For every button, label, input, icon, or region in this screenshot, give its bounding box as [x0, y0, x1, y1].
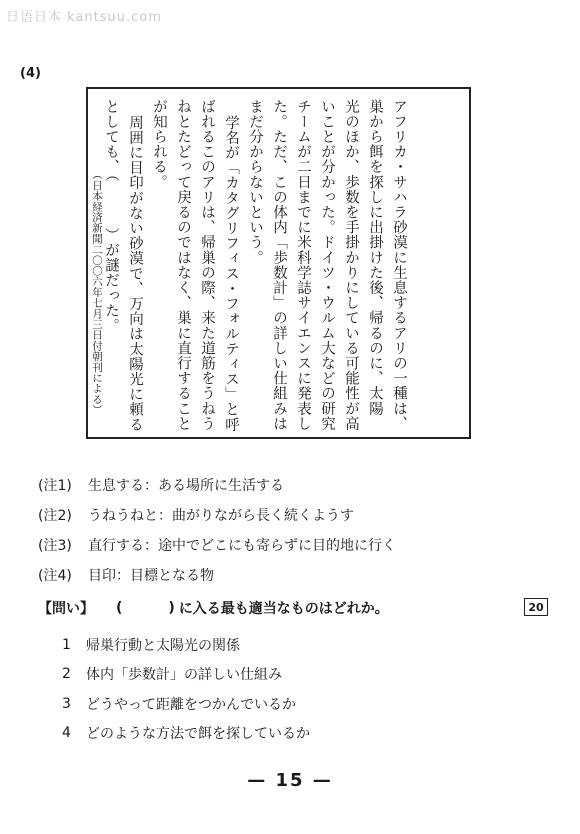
question-prompt	[38, 598, 389, 618]
blank-open-paren: (	[116, 600, 123, 616]
option-text: どうやって距離をつかんでいるか	[86, 696, 296, 713]
option-text: 帰巣行動と太陽光の関係	[86, 637, 240, 654]
note-2	[38, 500, 538, 530]
question-label: 【問い】	[38, 601, 94, 617]
note-label: (注1)	[38, 478, 72, 494]
note-1	[38, 470, 538, 500]
option-text: どのような方法で餌を探しているか	[86, 726, 310, 743]
passage-line-4: いことが分かった。ドイツ・ウルム大などの研究	[319, 99, 335, 432]
note-text: 直行する：途中でどこにも寄らずに目的地に行く	[88, 538, 396, 554]
note-3	[38, 530, 538, 560]
question-text: に入る最も適当なものはどれか。	[178, 601, 389, 617]
option-text: 体内「歩数計」の詳しい仕組み	[86, 667, 282, 684]
option-3[interactable]	[62, 689, 310, 719]
watermark: 日语日本 kantsuu.com	[6, 10, 162, 25]
passage-line-1: アフリカ・サハラ砂漠に生息するアリの一種は、	[391, 99, 407, 432]
passage-line-12: 周囲に目印がない砂漠で、万向は太陽光に頼る	[127, 115, 143, 433]
passage-line-3: 光のほか、歩数を手掛かりにしている可能性が高	[343, 99, 359, 432]
passage-line-9: ばれるこのアリは、帰巣の際、来た道筋をうねう	[199, 99, 215, 432]
passage-box	[86, 87, 471, 439]
passage-source: （日本経済新聞二〇〇六年七月三日付朝刊による）	[91, 169, 103, 416]
passage-line-8: 学名が「カタグリフィス・フォルティス」と呼	[223, 115, 239, 433]
note-text: 生息する：ある場所に生活する	[88, 478, 284, 494]
page-number: — 15 —	[247, 770, 333, 791]
note-label: (注2)	[38, 508, 72, 524]
note-4	[38, 560, 538, 590]
option-1[interactable]	[62, 630, 310, 660]
note-text: 目印：目標となる物	[88, 568, 214, 584]
note-label: (注3)	[38, 538, 72, 554]
option-4[interactable]	[62, 719, 310, 749]
passage-line-7: まだ分からないという。	[247, 99, 263, 266]
note-label: (注4)	[38, 568, 72, 584]
option-number: 1	[62, 636, 71, 653]
passage-line-10: ねとたどって戻るのではなく、巣に直行すること	[175, 99, 191, 432]
option-number: 3	[62, 695, 71, 712]
option-number: 4	[62, 725, 71, 742]
note-text: うねうねと：曲がりながら長く続くようす	[88, 508, 354, 524]
blank-close-paren: )	[168, 600, 175, 616]
passage-line-2: 巣から餌を探しに出掛けた後、帰るのに、太陽	[367, 99, 383, 417]
notes	[38, 470, 538, 590]
option-number: 2	[62, 666, 71, 683]
passage-line-6: た。ただ、この体内「歩数計」の詳しい仕組みは	[271, 99, 287, 432]
answer-options	[62, 630, 310, 748]
option-2[interactable]	[62, 660, 310, 690]
passage-line-11: が知られる。	[151, 99, 167, 190]
question-number: (4)	[20, 66, 41, 81]
question-number-badge: 20	[524, 598, 548, 616]
passage-line-5: チームが二日までに米科学誌サイエンスに発表し	[295, 99, 311, 432]
passage-line-13: としても、（ ）が謎だった。	[103, 99, 119, 334]
